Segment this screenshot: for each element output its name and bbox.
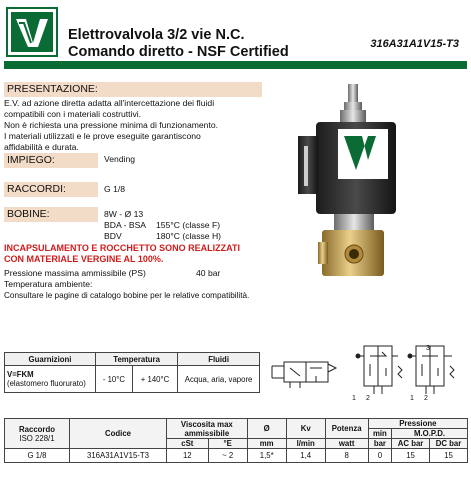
th-raccordo — [5, 419, 70, 449]
th-dc: DC bar — [430, 439, 468, 449]
th-min: min — [368, 429, 391, 439]
cell-potenza: 8 — [325, 449, 368, 463]
cell-diam: 1,5* — [247, 449, 286, 463]
th-bar: bar — [368, 439, 391, 449]
section-bobine: BOBINE: — [4, 207, 98, 222]
section-raccordi: RACCORDI: — [4, 182, 98, 197]
material-warning — [4, 243, 240, 265]
port-label: 1 — [352, 395, 356, 402]
raccordo-title: Raccordo — [19, 424, 55, 434]
cell-dc: 15 — [430, 449, 468, 463]
cell-codice: 316A31A1V15-T3 — [70, 449, 167, 463]
section-presentazione: PRESENTAZIONE: — [4, 82, 262, 97]
bobine-row-class: 180°C (classe H) — [156, 231, 222, 241]
warning-line: INCAPSULAMENTO E ROCCHETTO SONO REALIZZATI — [4, 243, 241, 253]
cell-temp-max: + 140°C — [132, 366, 177, 393]
th-potenza-unit: watt — [325, 439, 368, 449]
impiego-value: Vending — [104, 154, 136, 164]
temperatura-label: Temperatura ambiente: — [4, 279, 93, 289]
product-code: 316A31A1V15-T3 — [370, 38, 459, 50]
presentazione-line: Non è richiesta una pressione minima di funzionamento. — [4, 120, 219, 131]
page-title-line1: Elettrovalvola 3/2 vie N.C. — [68, 27, 245, 43]
port-label: 2 — [424, 395, 428, 402]
th-cst: cSt — [167, 439, 209, 449]
th-pressione: Pressione — [368, 419, 467, 429]
port-label: 1 — [410, 395, 414, 402]
cell-temp-min: - 10°C — [96, 366, 133, 393]
pressione-value: 40 bar — [196, 268, 221, 278]
th-e: °E — [208, 439, 247, 449]
th-diam-unit: mm — [247, 439, 286, 449]
th-kv: Kv — [286, 419, 325, 439]
th-codice: Codice — [70, 419, 167, 449]
cell-guarnizioni — [5, 366, 96, 393]
presentazione-line: I materiali utilizzati e le prove eseguite garantiscono — [4, 131, 201, 142]
th-diam: Ø — [247, 419, 286, 439]
page-title-line2: Comando diretto - NSF Certified — [68, 44, 289, 60]
bobine-row-class: 155°C (classe F) — [156, 220, 221, 230]
port-label: 2 — [366, 395, 370, 402]
guarnizioni-desc: (elastomero fluorurato) — [7, 379, 86, 388]
th-fluidi: Fluidi — [178, 353, 260, 366]
raccordo-sub: ISO 228/1 — [19, 433, 55, 443]
bobine-row: BDA - BSA — [104, 220, 147, 230]
port-label: 3 — [426, 345, 430, 352]
th-guarnizioni: Guarnizioni — [5, 353, 96, 366]
warning-line: CON MATERIALE VERGINE AL 100%. — [4, 254, 164, 264]
th-viscosita: Viscosita max ammissibile — [167, 419, 248, 439]
section-impiego: IMPIEGO: — [4, 153, 98, 168]
presentazione-line: E.V. ad azione diretta adatta all'intercettazione dei fluidi — [4, 98, 215, 108]
bobine-row: 8W - Ø 13 — [104, 209, 144, 219]
cell-kv: 1,4 — [286, 449, 325, 463]
brand-logo — [6, 7, 58, 57]
presentazione-text — [4, 98, 266, 153]
th-mopd: M.O.P.D. — [392, 429, 468, 439]
th-temperatura: Temperatura — [96, 353, 178, 366]
bobine-row: BDV — [104, 231, 122, 241]
presentazione-line: affidabilità e durata. — [4, 142, 79, 153]
catalogo-note: Consultare le pagine di catalogo bobine per le relative compatibilità. — [4, 291, 250, 300]
cell-e: ~ 2 — [208, 449, 247, 463]
cell-ac: 15 — [392, 449, 430, 463]
raccordi-value: G 1/8 — [104, 184, 126, 194]
cell-raccordo: G 1/8 — [5, 449, 70, 463]
specs-table — [4, 418, 468, 463]
th-potenza: Potenza — [325, 419, 368, 439]
th-kv-unit: l/min — [286, 439, 325, 449]
guarnizioni-code: V=FKM — [7, 370, 34, 379]
cell-min: 0 — [368, 449, 391, 463]
header-bar — [4, 61, 467, 69]
presentazione-line: compatibili con i materiali costruttivi. — [4, 109, 142, 120]
pressione-label: Pressione massima ammissibile (PS) — [4, 268, 146, 278]
valve-product-image — [296, 84, 408, 280]
th-ac: AC bar — [392, 439, 430, 449]
seals-table — [4, 352, 260, 393]
table-row — [5, 449, 468, 463]
cell-cst: 12 — [167, 449, 209, 463]
cell-fluidi: Acqua, aria, vapore — [178, 366, 260, 393]
